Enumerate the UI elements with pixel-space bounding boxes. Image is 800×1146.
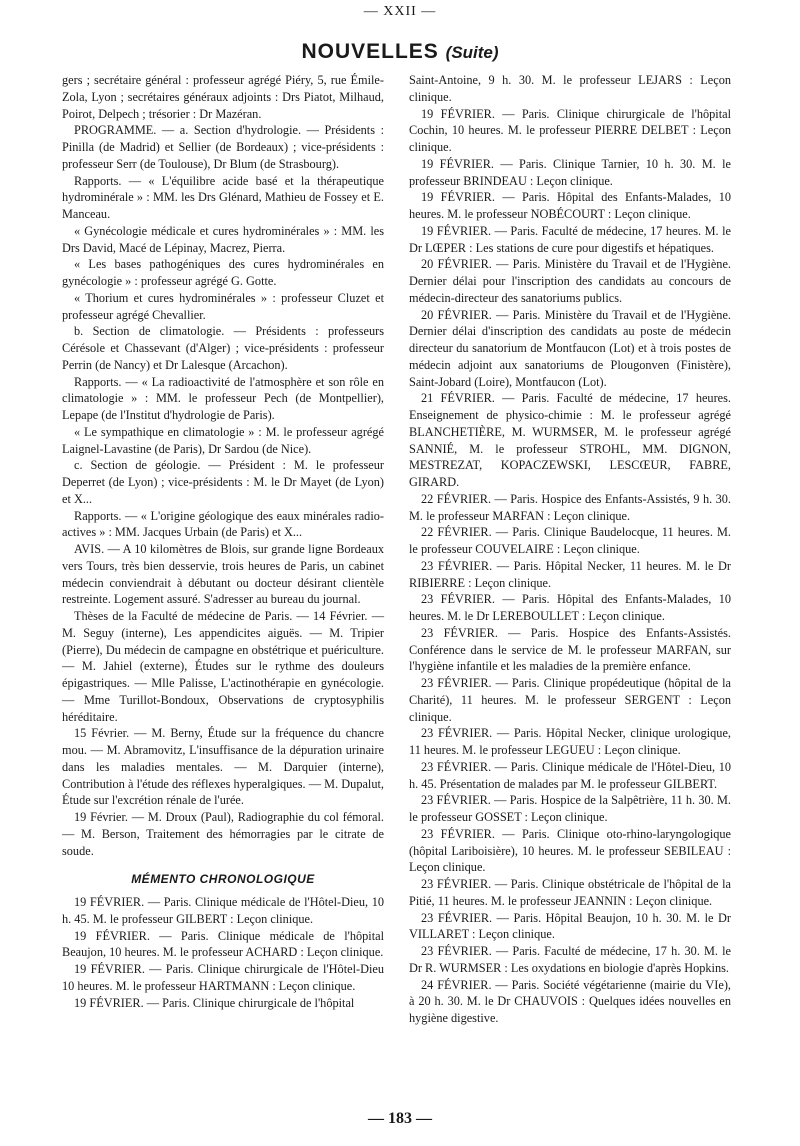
page-number: — 183 — — [368, 1110, 432, 1127]
memento-heading: MÉMENTO CHRONOLOGIQUE — [131, 872, 315, 887]
paragraph: 15 Février. — M. Berny, Étude sur la fréquence du chancre mou. — M. Abramovitz, L'insuffisance de la dépuration urinaire dans les maladies mentales. — M. Darquier (interne), Contribution à l'étude des réflexes hyperalgiques. — M. Dupalut, Étude sur l'excrétion rénale de l'urée. — [62, 726, 384, 808]
memento-entry: 19 FÉVRIER. — Paris. Faculté de médecine, 17 heures. M. le Dr LŒPER : Les stations de cure pour digestifs et hépatiques. — [409, 223, 731, 255]
memento-entry: 19 FÉVRIER. — Paris. Clinique médicale de l'Hôtel-Dieu, 10 h. 45. M. le professeur GILBERT : Leçon clinique. — [62, 895, 384, 926]
memento-entry: 23 FÉVRIER. — Paris. Hospice de la Salpêtrière, 11 h. 30. M. le professeur GOSSET : Leçon clinique. — [409, 793, 731, 824]
memento-entry: 20 FÉVRIER. — Paris. Ministère du Travail et de l'Hygiène. Dernier délai pour l'inscription des candidats au concours de médecin-directeur des sanatoriums publics. — [409, 257, 731, 305]
paragraph: « Gynécologie médicale et cures hydrominérales » : MM. les Drs David, Macé de Lépinay, Macrez, Pierra. — [62, 223, 384, 255]
memento-entry: 23 FÉVRIER. — Paris. Clinique médicale de l'Hôtel-Dieu, 10 h. 45. Présentation de malades par M. le professeur GILBERT. — [409, 759, 731, 791]
section-heading — [0, 40, 800, 64]
left-column — [62, 72, 384, 1011]
section-title-suffix: (Suite) — [445, 43, 499, 62]
notice-paragraph: AVIS. — A 10 kilomètres de Blois, sur grande ligne Bordeaux vers Tours, très bien desservie, trois heures de Paris, un cabinet médecin conviendrait à débutant ou docteur désirant clientèle restreinte. Logement assuré. S'adresser au bureau du journal. — [62, 542, 384, 607]
memento-entry: 23 FÉVRIER. — Paris. Hôpital Necker, 11 heures. M. le Dr RIBIERRE : Leçon clinique. — [409, 558, 731, 590]
memento-entry: 23 FÉVRIER. — Paris. Clinique obstétricale de l'hôpital de la Pitié, 11 heures. M. le professeur JEANNIN : Leçon clinique. — [409, 877, 731, 908]
paragraph: Rapports. — « La radioactivité de l'atmosphère et son rôle en climatologie » : MM. le professeur Pech (de Montpellier), Lepape (de l'Institut d'hydrologie de Paris). — [62, 374, 384, 422]
memento-entry: 19 FÉVRIER. — Paris. Hôpital des Enfants-Malades, 10 heures. M. le professeur NOBÉCOURT : Leçon clinique. — [409, 190, 731, 221]
paragraph: 19 Février. — M. Droux (Paul), Radiographie du col fémoral. — M. Berson, Traitement des hémorragies par le citrate de soude. — [62, 810, 384, 858]
paragraph: c. Section de géologie. — Président : M. le professeur Deperret (de Lyon) ; vice-présidents : M. le Dr Mayet (de Lyon) et X... — [62, 458, 384, 506]
memento-entry: 23 FÉVRIER. — Paris. Clinique propédeutique (hôpital de la Charité), 11 heures. M. le professeur SERGENT : Leçon clinique. — [409, 676, 731, 724]
memento-entry: Saint-Antoine, 9 h. 30. M. le professeur LEJARS : Leçon clinique. — [409, 73, 731, 104]
memento-entry: 20 FÉVRIER. — Paris. Ministère du Travail et de l'Hygiène. Dernier délai d'inscription des candidats au poste de médecin directeur du sanatorium de Montfaucon (Lot) et à trois postes de médecin adjoint aux sanatoriums de Plougonven (Finistère), Saint-Jobard (Loire), Montfaucon (Lot). — [409, 307, 731, 389]
memento-entry: 19 FÉVRIER. — Paris. Clinique Tarnier, 10 h. 30. M. le professeur BRINDEAU : Leçon clinique. — [409, 156, 731, 188]
memento-entry: 23 FÉVRIER. — Paris. Hospice des Enfants-Assistés. Conférence dans le service de M. le professeur MARFAN, sur l'hygiène infantile et les maladies de la première enfance. — [409, 625, 731, 674]
section-title: NOUVELLES — [301, 40, 439, 63]
memento-entry: 19 FÉVRIER. — Paris. Clinique médicale de l'hôpital Beaujon, 10 heures. M. le professeur ACHARD : Leçon clinique. — [62, 928, 384, 960]
memento-entry: 23 FÉVRIER. — Paris. Hôpital Necker, clinique urologique, 11 heures. M. le professeur LEGUEU : Leçon clinique. — [409, 726, 731, 757]
right-column — [409, 72, 731, 1027]
memento-entry: 23 FÉVRIER. — Paris. Clinique oto-rhino-laryngologique (hôpital Lariboisière), 10 heures. M. le professeur SEBILEAU : Leçon clinique. — [409, 826, 731, 875]
memento-entry: 23 FÉVRIER. — Paris. Hôpital Beaujon, 10 h. 30. M. le Dr VILLARET : Leçon clinique. — [409, 910, 731, 942]
paragraph: Rapports. — « L'équilibre acide basé et la thérapeutique hydrominérale » : MM. les Drs Glénard, Mathieu de Fossey et E. Manceau. — [62, 173, 384, 221]
memento-entry: 19 FÉVRIER. — Paris. Clinique chirurgicale de l'hôpital Cochin, 10 heures. M. le professeur PIERRE DELBET : Leçon clinique. — [409, 106, 731, 154]
memento-entry: 24 FÉVRIER. — Paris. Société végétarienne (mairie du VIe), à 20 h. 30. M. le Dr CHAUVOIS : Quelques idées nouvelles en hygiène digestive. — [409, 977, 731, 1025]
paragraph: Rapports. — « L'origine géologique des eaux minérales radio-actives » : MM. Jacques Urbain (de Paris) et X... — [62, 508, 384, 540]
paragraph: PROGRAMME. — a. Section d'hydrologie. — Présidents : Pinilla (de Madrid) et Sellier (de Bordeaux) ; vice-présidents : professeur Serr (de Toulouse), Dr Blum (de Strasbourg). — [62, 123, 384, 171]
theses-paragraph: Thèses de la Faculté de médecine de Paris. — 14 Février. — M. Seguy (interne), Les appendicites aiguës. — M. Tripier (Pierre), Du médecin de campagne en obstétrique et puériculture. — M. Jahiel (externe), Études sur le rythme des douleurs épigastriques. — Mlle Palisse, L'actinothérapie en gynécologie. — Mme Turillot-Bondoux, Observations de cryptosyphilis héréditaire. — [62, 609, 384, 724]
memento-entry: 21 FÉVRIER. — Paris. Faculté de médecine, 17 heures. Enseignement de physico-chimie : M. le professeur agrégé BLANCHETIÈRE, M. WURMSER, M. le professeur agrégé SANNIÉ, M. le professeur STROHL, MM. DIGNON, MESTREZAT, KOPACZEWSKI, LESCŒUR, FABRE, GIRARD. — [409, 391, 731, 489]
page-folio: — XXII — — [363, 4, 437, 19]
paragraph: gers ; secrétaire général : professeur agrégé Piéry, 5, rue Émile-Zola, Lyon ; secrétaires généraux adjoints : Drs Piatot, Milhaud, Poirot, Delpech ; trésorier : Dr Mazéran. — [62, 73, 384, 121]
memento-entry: 19 FÉVRIER. — Paris. Clinique chirurgicale de l'hôpital — [74, 995, 355, 1010]
memento-entry: 22 FÉVRIER. — Paris. Hospice des Enfants-Assistés, 9 h. 30. M. le professeur MARFAN : Leçon clinique. — [409, 491, 731, 523]
paragraph: « Les bases pathogéniques des cures hydrominérales en gynécologie » : professeur agrégé G. Gotte. — [62, 257, 384, 288]
memento-entry: 19 FÉVRIER. — Paris. Clinique chirurgicale de l'Hôtel-Dieu 10 heures. M. le professeur HARTMANN : Leçon clinique. — [62, 962, 384, 993]
paragraph: b. Section de climatologie. — Présidents : professeurs Cérésole et Chassevant (d'Alger) ; vice-présidents : professeur Perrin (de Nancy) et Dr Lalesque (Arcachon). — [62, 324, 384, 372]
memento-entry: 23 FÉVRIER. — Paris. Hôpital des Enfants-Malades, 10 heures. M. le Dr LEREBOULLET : Leçon clinique. — [409, 592, 731, 623]
memento-entry: 22 FÉVRIER. — Paris. Clinique Baudelocque, 11 heures. M. le professeur COUVELAIRE : Leçon clinique. — [409, 525, 731, 556]
memento-entry: 23 FÉVRIER. — Paris. Faculté de médecine, 17 h. 30. M. le Dr R. WURMSER : Les oxydations en biologie d'après Hopkins. — [409, 944, 731, 975]
paragraph: « Thorium et cures hydrominérales » : professeur Cluzet et professeur agrégé Chevallier. — [62, 290, 384, 322]
paragraph: « Le sympathique en climatologie » : M. le professeur agrégé Laignel-Lavastine (de Paris), Dr Sardou (de Nice). — [62, 424, 384, 456]
